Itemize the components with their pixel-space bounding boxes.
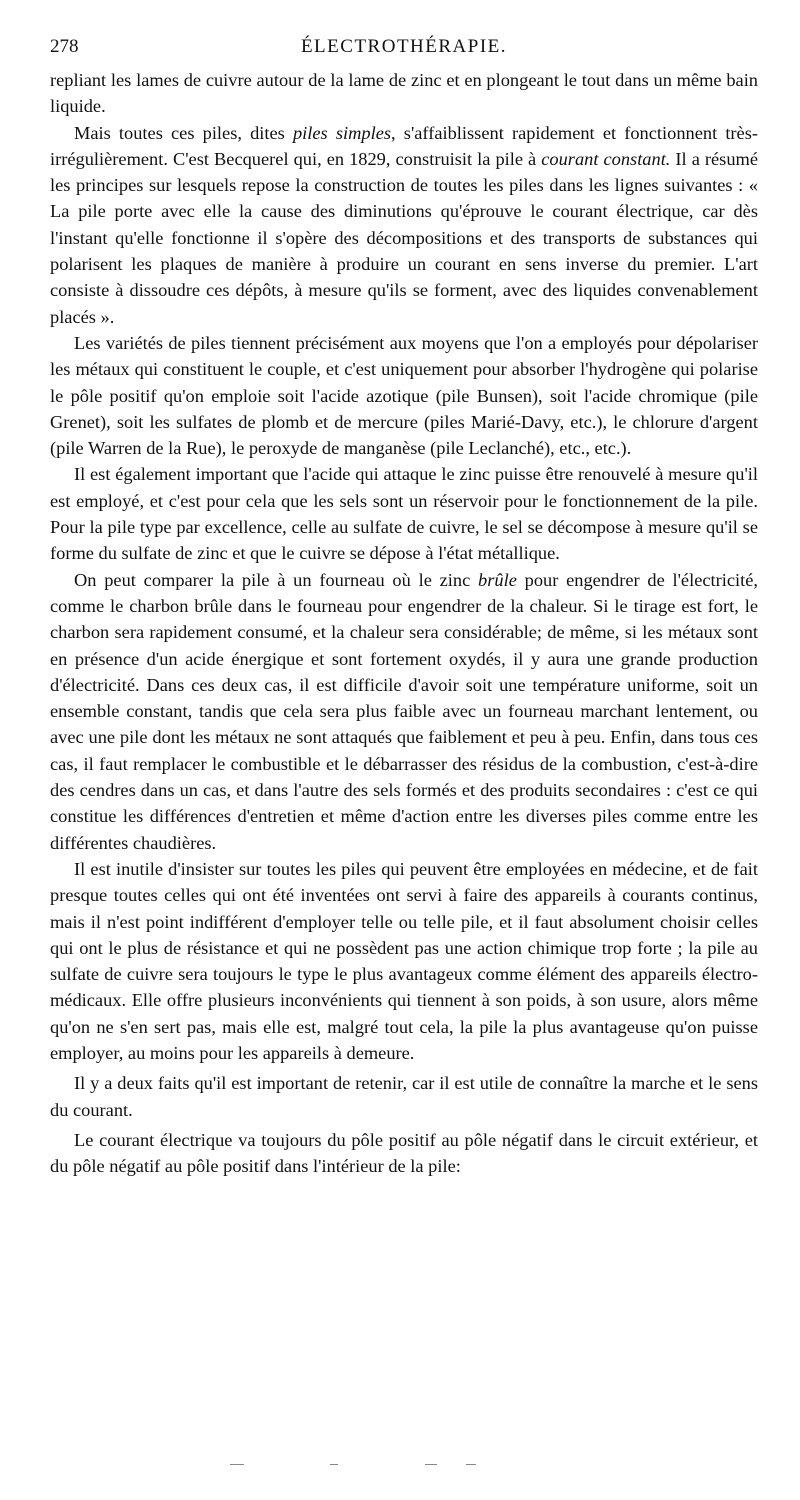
text-segment: , s'affaiblissent rapidement et fonctionnent très-irrégulièrement. C'est Becquerel qui, en 1829, construisit la pile à [50,122,758,169]
paragraph: Les variétés de piles tiennent précisément aux moyens que l'on a employés pour dépolariser les métaux qui constituent le couple, et c'est uniquement pour absorber l'hydrogène qui polarise le pôle positif qu'on emploie soit l'acide azotique (pile Bunsen), soit l'acide chromique (pile Grenet), soit les sulfates de plomb et de mercure (piles Marié-Davy, etc.), le chlorure d'argent (pile Warren de la Rue), le peroxyde de manganèse (pile Leclanché), etc., etc.). [50,332,758,459]
scan-mark [230,1464,244,1465]
scan-marks [230,1464,480,1468]
text-segment: Il a résumé les principes sur lesquels repose la construction de toutes les piles dans les lignes suivantes : « La pile porte avec elle la cause des diminutions qu'éprouve le courant électrique, car dès l'instant qu'elle fonctionne il s'opère des décompositions et des transports de substances qui polarisent les plaques de manière à produire un courant en sens inverse du premier. L'art consiste à dissoudre ces dépôts, à mesure qu'ils se forment, avec des liquides convenablement placés ». [50,148,758,327]
paragraph [50,567,758,856]
paragraph: repliant les lames de cuivre autour de la lame de zinc et en plongeant le tout dans un même bain liquide. [50,70,758,117]
paragraph: Le courant électrique va toujours du pôle positif au pôle négatif dans le circuit extérieur, et du pôle négatif au pôle positif dans l'intérieur de la pile: [50,1129,758,1177]
paragraph [50,120,758,330]
text-segment: On peut comparer la pile à un fourneau où le zinc [74,569,479,590]
italic-term: piles simples [292,122,392,143]
italic-term: brûle [478,569,517,590]
running-title: ÉLECTROTHÉRAPIE. [300,36,508,57]
text-segment: pour engendrer de l'électricité, comme le charbon brûle dans le fourneau pour engendrer de la chaleur. Si le tirage est fort, le charbon sera rapidement consumé, et la chaleur sera considérable; de même, si les métaux sont en présence d'un acide énergique et sont fortement oxydés, il y aura une grande production d'électricité. Dans ces deux cas, il est difficile d'avoir soit une température uniforme, soit un ensemble constant, tandis que cela sera plus faible avec un fourneau marchant lentement, ou avec une pile dont les métaux ne sont attaqués que faiblement et peu à peu. Enfin, dans tous ces cas, il faut remplacer le combustible et le débarrasser des résidus de la combustion, c'est-à-dire des cendres dans un cas, et dans l'autre des sels formés et des produits secondaires : c'est ce qui constitue les différences d'entretien et même d'action entre les diverses piles comme entre les différentes chaudières. [50,569,759,853]
scan-mark [466,1464,476,1465]
page-number: 278 [50,36,79,57]
paragraph: Il est également important que l'acide qui attaque le zinc puisse être renouvelé à mesure qu'il est employé, et c'est pour cela que les sels sont un réservoir pour le fonctionnement de la pile. Pour la pile type par excellence, celle au sulfate de cuivre, le sel se décompose à mesure qu'il se forme du sulfate de zinc et que le cuivre se dépose à l'état métallique. [50,464,758,564]
scan-mark [330,1464,338,1465]
body-text [50,67,758,1179]
page-header [50,30,758,64]
paragraph: Il y a deux faits qu'il est important de retenir, car il est utile de connaître la marche et le sens du courant. [50,1073,758,1120]
text-segment: Mais toutes ces piles, dites [74,122,293,143]
paragraph: Il est inutile d'insister sur toutes les piles qui peuvent être employées en médecine, et de fait presque toutes celles qui ont été inventées ont servi à faire des appareils à courants continus, mais il n'est point indifférent d'employer telle ou telle pile, et il faut absolument choisir celles qui ont le plus de résistance et qui ne possèdent pas une action chimique trop forte ; la pile au sulfate de cuivre sera toujours le type le plus avantageux comme élément des appareils électro-médicaux. Elle offre plusieurs inconvénients qui tiennent à son poids, à son usure, alors même qu'on ne s'en sert pas, mais elle est, malgré tout cela, la pile la plus avantageuse qu'on puisse employer, au moins pour les appareils à demeure. [50,858,758,1063]
scan-mark [425,1464,437,1465]
italic-term: courant constant. [541,148,671,169]
